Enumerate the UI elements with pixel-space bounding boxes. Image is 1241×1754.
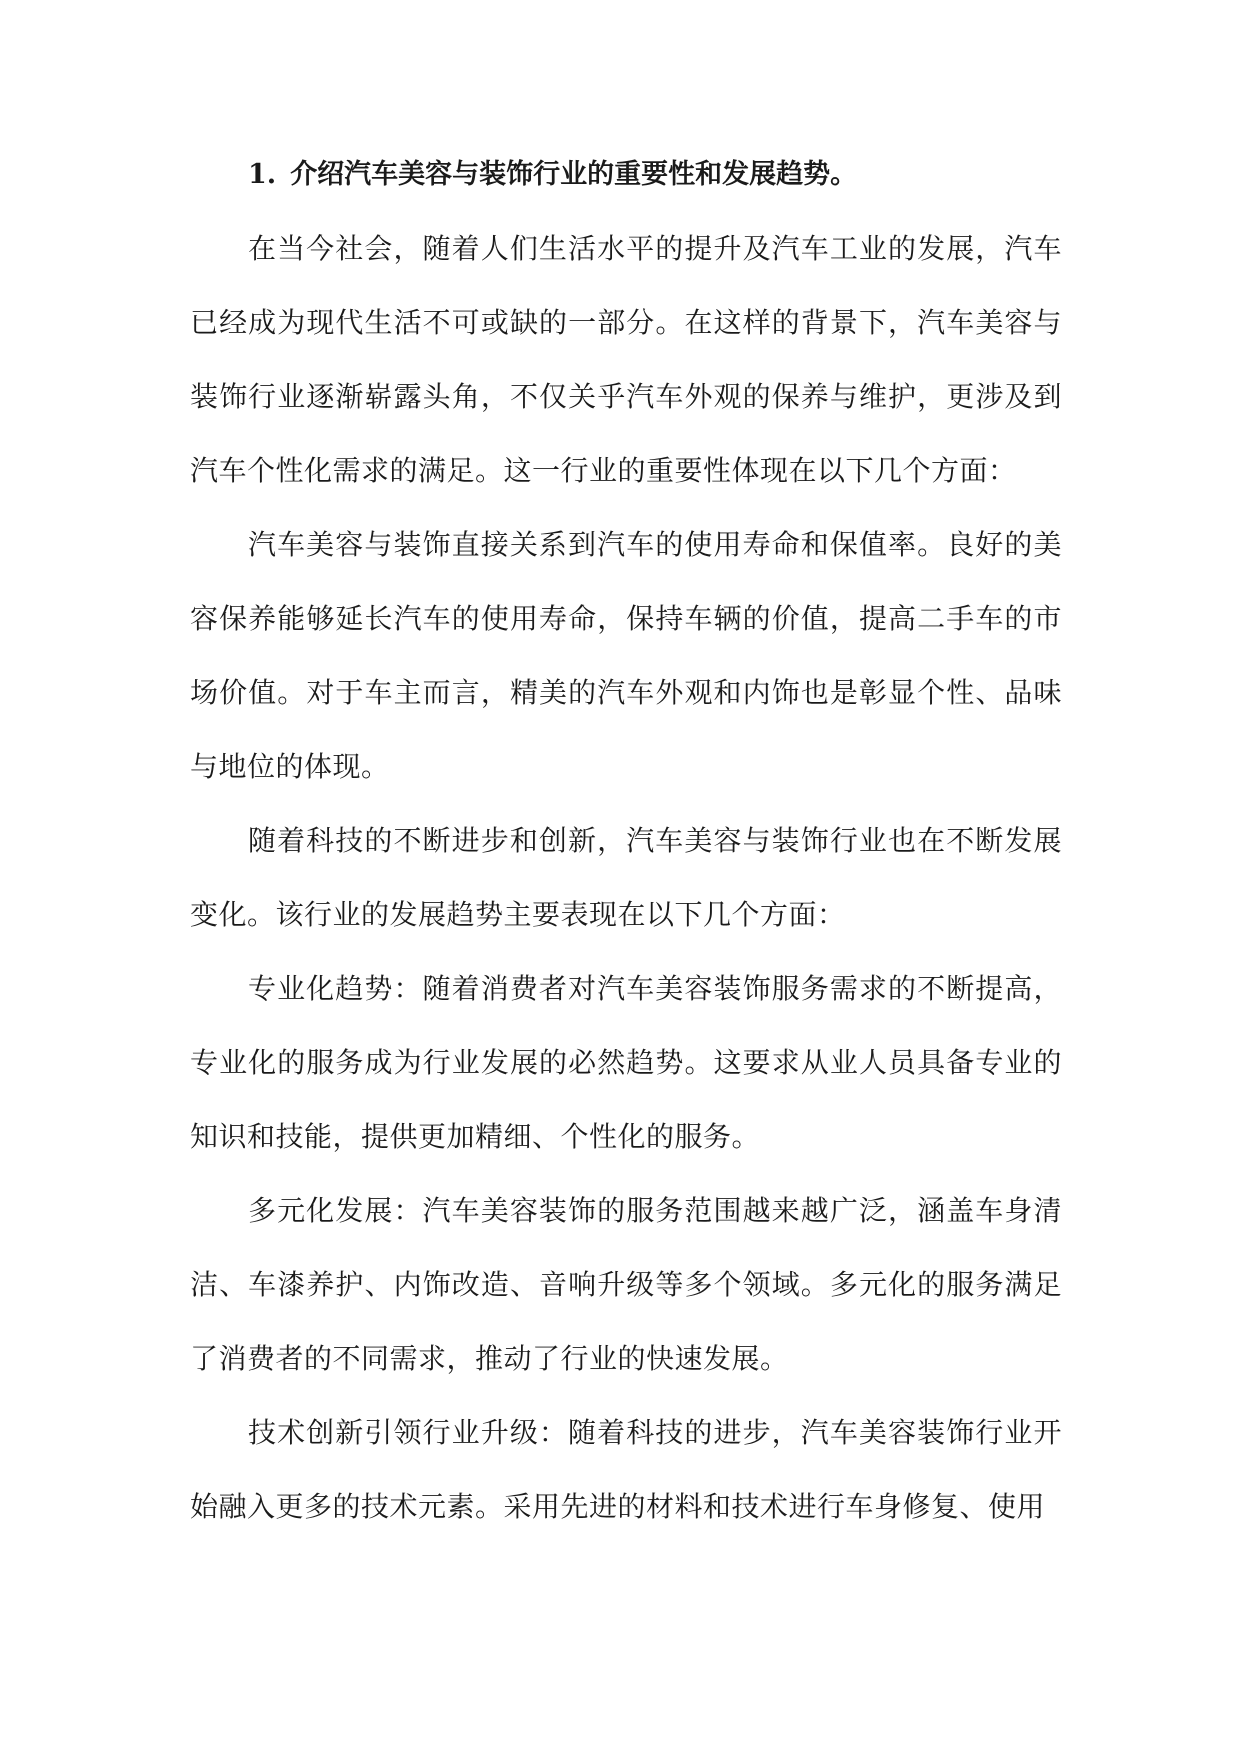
paragraph-4: 专业化趋势：随着消费者对汽车美容装饰服务需求的不断提高，专业化的服务成为行业发展的必然趋势。这要求从业人员具备专业的知识和技能，提供更加精细、个性化的服务。 bbox=[190, 972, 1062, 1153]
paragraph-6: 技术创新引领行业升级：随着科技的进步，汽车美容装饰行业开始融入更多的技术元素。采用先进的材料和技术进行车身修复、使用 bbox=[190, 1416, 1062, 1523]
section-number: 1. bbox=[248, 159, 277, 190]
paragraph-5: 多元化发展：汽车美容装饰的服务范围越来越广泛，涵盖车身清洁、车漆养护、内饰改造、音响升级等多个领域。多元化的服务满足了消费者的不同需求，推动了行业的快速发展。 bbox=[190, 1194, 1062, 1375]
paragraph-3: 随着科技的不断进步和创新，汽车美容与装饰行业也在不断发展变化。该行业的发展趋势主要表现在以下几个方面： bbox=[190, 824, 1062, 931]
paragraph-2: 汽车美容与装饰直接关系到汽车的使用寿命和保值率。良好的美容保养能够延长汽车的使用寿命，保持车辆的价值，提高二手车的市场价值。对于车主而言，精美的汽车外观和内饰也是彰显个性、品味与地位的体现。 bbox=[190, 528, 1062, 783]
section-title: 介绍汽车美容与装饰行业的重要性和发展趋势。 bbox=[290, 159, 858, 190]
document-body bbox=[190, 138, 1062, 1544]
paragraph-1: 在当今社会，随着人们生活水平的提升及汽车工业的发展，汽车已经成为现代生活不可或缺的一部分。在这样的背景下，汽车美容与装饰行业逐渐崭露头角，不仅关乎汽车外观的保养与维护，更涉及到汽车个性化需求的满足。这一行业的重要性体现在以下几个方面： bbox=[190, 232, 1062, 487]
section-heading bbox=[248, 138, 1062, 212]
